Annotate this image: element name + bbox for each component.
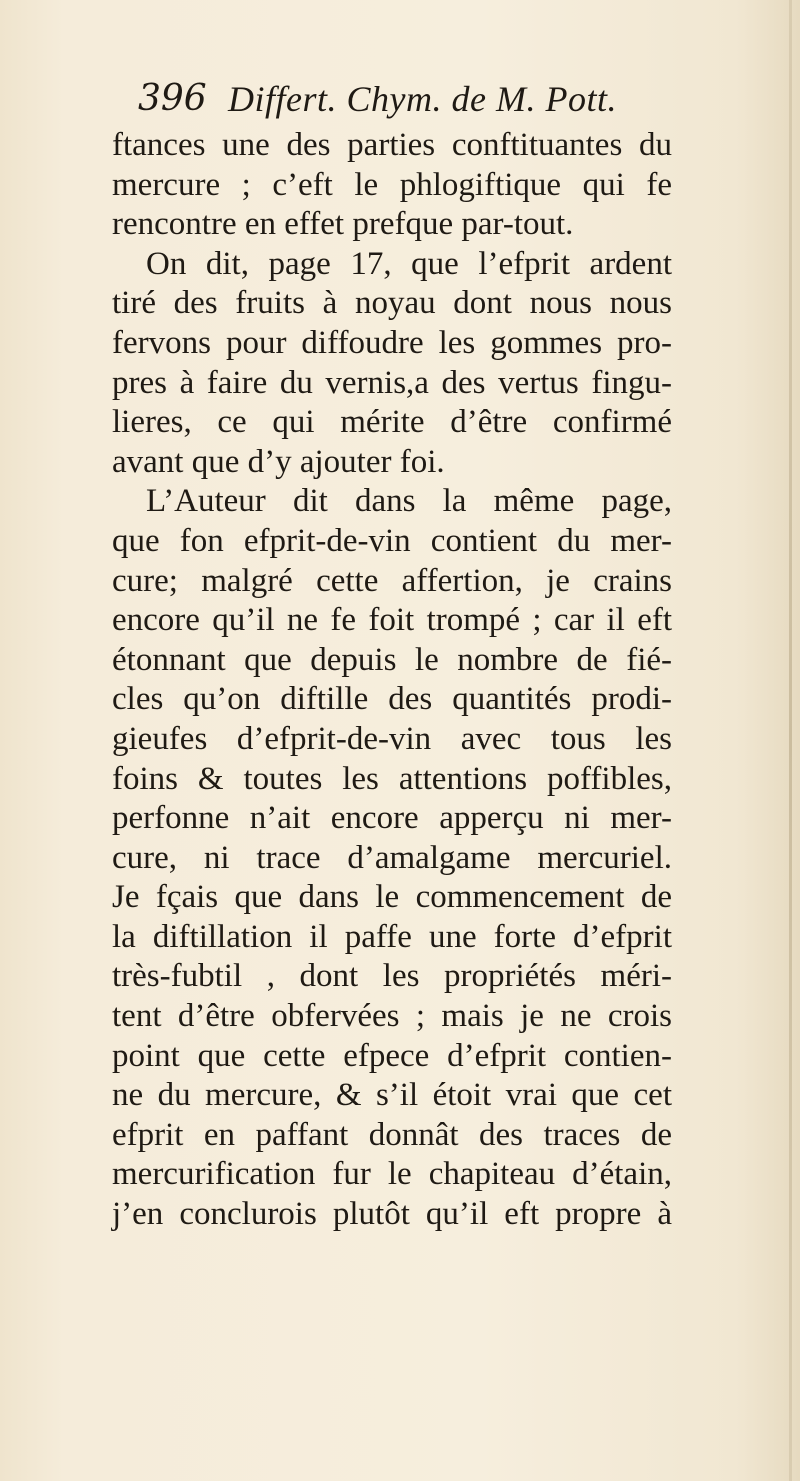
text-line: ne du mercure, & s’il étoit vrai que cet — [112, 1077, 672, 1114]
text-line: efprit en paffant donnât des traces de — [112, 1116, 672, 1153]
text-line: lieres, ce qui mérite d’être confirmé — [112, 404, 672, 441]
text-line: que fon efprit-de-vin contient du mer- — [112, 522, 672, 559]
text-line: Je fçais que dans le commencement de — [112, 879, 672, 916]
text-line: point que cette efpece d’efprit contien- — [112, 1037, 672, 1074]
text-line: très-fubtil , dont les propriétés méri- — [112, 958, 672, 995]
text-line: avant que d’y ajouter foi. — [112, 443, 445, 480]
text-line: cles qu’on diftille des quantités prodi- — [112, 681, 672, 718]
text-line: L’Auteur dit dans la même page, — [146, 483, 672, 520]
text-line: gieufes d’efprit-de-vin avec tous les — [112, 720, 672, 757]
page-edge — [789, 0, 792, 1481]
body-text — [112, 126, 672, 1235]
text-line: fervons pour diffoudre les gommes pro- — [112, 324, 672, 361]
page-header — [138, 78, 698, 128]
text-line: mercurification fur le chapiteau d’étain, — [112, 1156, 672, 1193]
page-number: 396 — [138, 78, 207, 119]
text-line: pres à faire du vernis,a des vertus fingu- — [112, 364, 672, 401]
text-line: rencontre en effet prefque par-tout. — [112, 206, 574, 243]
text-line: ftances une des parties conftituantes du — [112, 127, 672, 163]
text-line: la diftillation il paffe une forte d’efprit — [112, 918, 672, 955]
text-line: foins & toutes les attentions poffibles, — [112, 760, 672, 797]
running-title: Differt. Chym. de M. Pott. — [228, 79, 617, 119]
text-line: tent d’être obfervées ; mais je ne crois — [112, 998, 672, 1035]
text-line: tiré des fruits à noyau dont nous nous — [112, 285, 672, 322]
text-line: j’en conclurois plutôt qu’il eft propre à — [112, 1196, 672, 1233]
text-line: On dit, page 17, que l’efprit ardent — [146, 245, 672, 282]
text-line: cure; malgré cette affertion, je crains — [112, 562, 672, 599]
text-line: encore qu’il ne fe foit trompé ; car il eft — [112, 602, 672, 639]
text-line: étonnant que depuis le nombre de fié- — [112, 641, 672, 678]
text-line: perfonne n’ait encore apperçu ni mer- — [112, 800, 672, 837]
text-line: cure, ni trace d’amalgame mercuriel. — [112, 839, 672, 876]
text-line: mercure ; c’eft le phlogiftique qui fe — [112, 166, 672, 203]
